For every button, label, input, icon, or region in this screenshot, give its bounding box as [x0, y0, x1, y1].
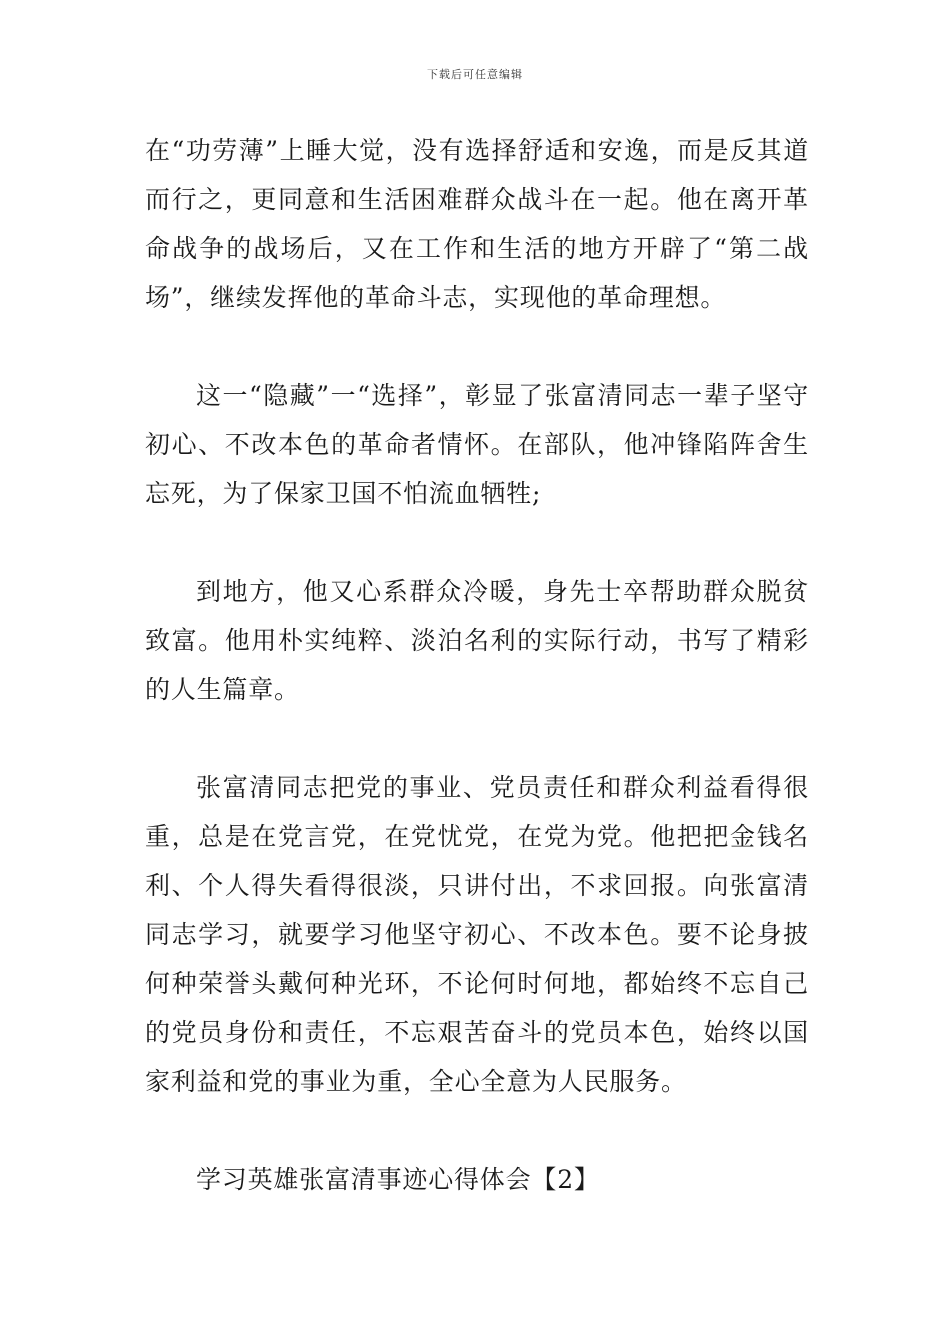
document-body — [145, 126, 809, 1204]
paragraph-4: 张富清同志把党的事业、党员责任和群众利益看得很重，总是在党言党，在党忧党，在党为党。他把把金钱名利、个人得失看得很淡，只讲付出，不求回报。向张富清同志学习，就要学习他坚守初心、不改本色。要不论身披何种荣誉头戴何种光环，不论何时何地，都始终不忘自己的党员身份和责任，不忘艰苦奋斗的党员本色，始终以国家利益和党的事业为重，全心全意为人民服务。 — [145, 773, 809, 1096]
paragraph-3: 到地方，他又心系群众冷暖，身先士卒帮助群众脱贫致富。他用朴实纯粹、淡泊名利的实际行动，书写了精彩的人生篇章。 — [145, 577, 809, 704]
page-header-note: 下载后可任意编辑 — [427, 68, 523, 81]
paragraph-2: 这一“隐藏”一“选择”，彰显了张富清同志一辈子坚守初心、不改本色的革命者情怀。在部队，他冲锋陷阵舍生忘死，为了保家卫国不怕流血牺牲; — [145, 381, 809, 508]
section-heading: 学习英雄张富清事迹心得体会【2】 — [196, 1165, 600, 1194]
paragraph-1: 在“功劳薄”上睡大觉，没有选择舒适和安逸，而是反其道而行之，更同意和生活困难群众战斗在一起。他在离开革命战争的战场后，又在工作和生活的地方开辟了“第二战场”，继续发挥他的革命斗志，实现他的革命理想。 — [145, 136, 809, 312]
